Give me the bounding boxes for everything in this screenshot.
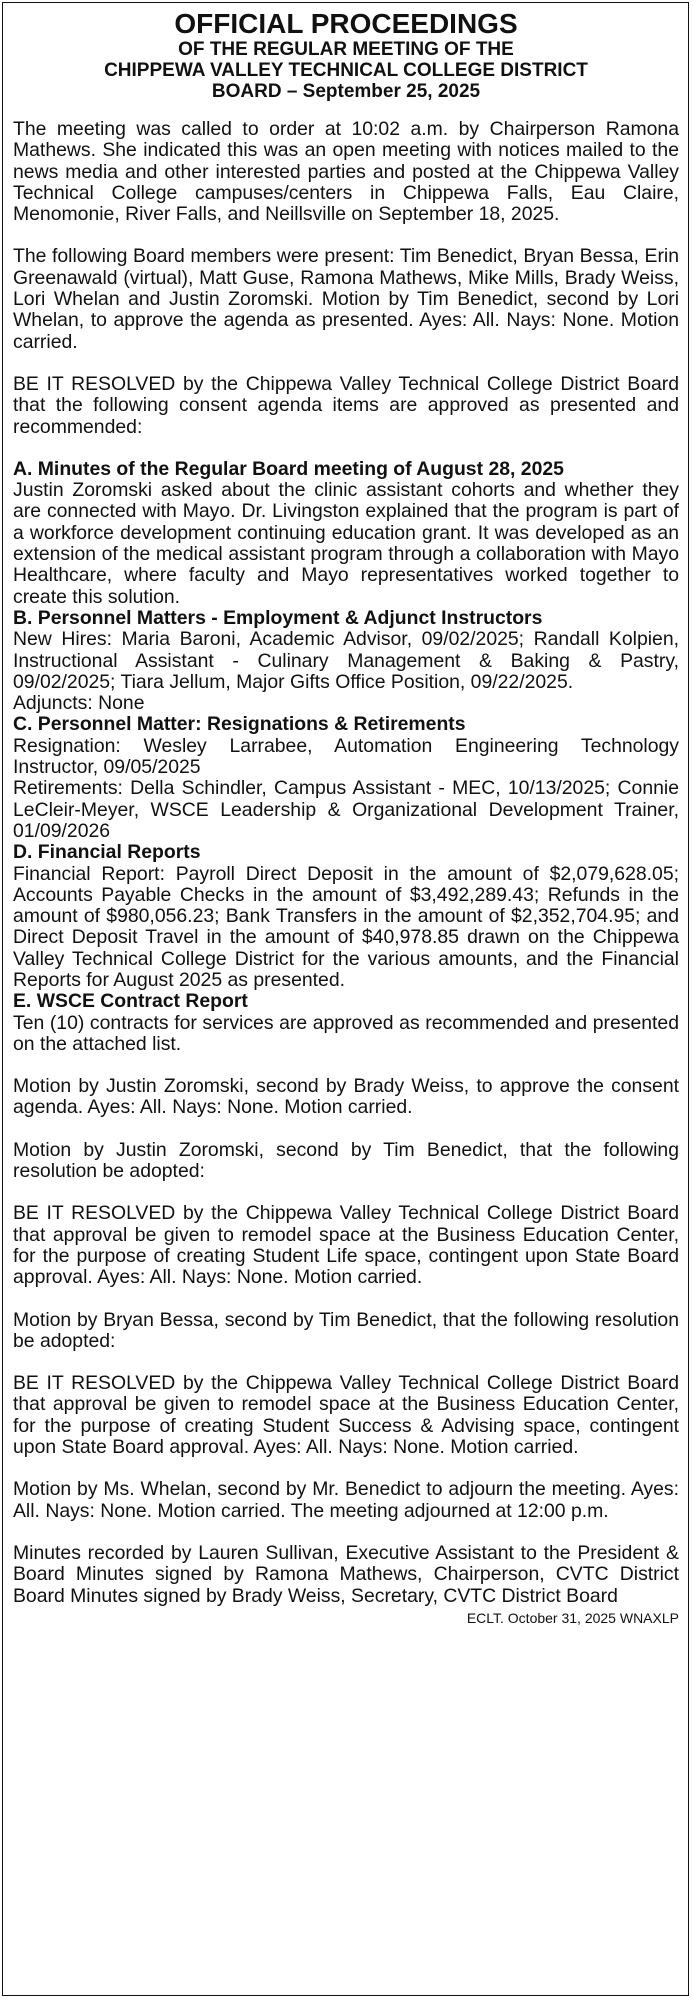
publication-code: ECLT. October 31, 2025 WNAXLP: [466, 1609, 679, 1626]
section-b-text: New Hires: Maria Baroni, Academic Advisor, 09/02/2025; Randall Kolpien, Instructional Assistant - Culinary Management & Baking & Pastry, 09/02/2025; Tiara Jellum, Major Gifts Office Position, 09/22/2025.: [13, 628, 679, 693]
section-e-heading: E. WSCE Contract Report: [13, 990, 248, 1013]
section-d-heading: D. Financial Reports: [13, 841, 201, 864]
legal-notice: [2, 2, 689, 1996]
adjourn-paragraph: Motion by Ms. Whelan, second by Mr. Benedict to adjourn the meeting. Ayes: All. Nays: None. Motion carried. The meeting adjourned at 12:00 p.m.: [13, 1478, 679, 1522]
section-c-retirements: Retirements: Della Schindler, Campus Assistant - MEC, 10/13/2025; Connie LeCleir-Meyer, WSCE Leadership & Organizational Development Trainer, 01/09/2026: [13, 777, 679, 842]
section-b-adjuncts: Adjuncts: None: [13, 692, 145, 715]
minutes-recorded-paragraph: Minutes recorded by Lauren Sullivan, Executive Assistant to the President & Board Minutes signed by Ramona Mathews, Chairperson, CVTC District Board Minutes signed by Brady Weiss, Secretary, CVTC District Board: [13, 1541, 679, 1607]
motion-consent-paragraph: Motion by Justin Zoromski, second by Brady Weiss, to approve the consent agenda. Ayes: All. Nays: None. Motion carried.: [13, 1075, 679, 1119]
section-c-resignation: Resignation: Wesley Larrabee, Automation Engineering Technology Instructor, 09/05/2025: [13, 734, 679, 779]
notice-subtitle-line-1: OF THE REGULAR MEETING OF THE: [178, 39, 514, 60]
section-e-text: Ten (10) contracts for services are approved as recommended and presented on the attached list.: [13, 1011, 679, 1055]
consent-resolution-paragraph: BE IT RESOLVED by the Chippewa Valley Technical College District Board that the following consent agenda items are approved as presented and recommended:: [13, 372, 679, 438]
section-d-text: Financial Report: Payroll Direct Deposit in the amount of $2,079,628.05; Accounts Payable Checks in the amount of $3,492,289.43; Refunds in the amount of $980,056.23; Bank Transfers in the amount of $2,352,704.95; and Direct Deposit Travel in the amount of $40,978.85 drawn on the Chippewa Valley Technical College District for the various amounts, and the Financial Reports for August 2025 as presented.: [13, 862, 679, 991]
resolution-1-paragraph: BE IT RESOLVED by the Chippewa Valley Technical College District Board that approval be given to remodel space at the Business Education Center, for the purpose of creating Student Life space, contingent upon State Board approval. Ayes: All. Nays: None. Motion carried.: [13, 1202, 679, 1289]
motion-resolution-1-paragraph: Motion by Justin Zoromski, second by Tim Benedict, that the following resolution be adopted:: [13, 1138, 679, 1183]
section-c-heading: C. Personnel Matter: Resignations & Retirements: [13, 713, 466, 736]
attendance-paragraph: The following Board members were present: Tim Benedict, Bryan Bessa, Erin Greenawald (virtual), Matt Guse, Ramona Mathews, Mike Mills, Brady Weiss, Lori Whelan and Justin Zoromski. Motion by Tim Benedict, second by Lori Whelan, to approve the agenda as presented. Ayes: All. Nays: None. Motion carried.: [13, 245, 679, 353]
notice-title: OFFICIAL PROCEEDINGS: [174, 8, 518, 39]
notice-subtitle-line-2: CHIPPEWA VALLEY TECHNICAL COLLEGE DISTRICT: [104, 60, 588, 81]
resolution-2-paragraph: BE IT RESOLVED by the Chippewa Valley Technical College District Board that approval be given to remodel space at the Business Education Center, for the purpose of creating Student Success & Advising space, contingent upon State Board approval. Ayes: All. Nays: None. Motion carried.: [13, 1372, 679, 1459]
section-a-text: Justin Zoromski asked about the clinic assistant cohorts and whether they are connected with Mayo. Dr. Livingston explained that the program is part of a workforce development continuing education grant. It was developed as an extension of the medical assistant program through a collaboration with Mayo Healthcare, where faculty and Mayo representatives worked together to create this solution.: [13, 479, 679, 608]
section-b-heading: B. Personnel Matters - Employment & Adjunct Instructors: [13, 606, 543, 629]
section-a-heading: A. Minutes of the Regular Board meeting of August 28, 2025: [13, 457, 564, 480]
notice-subtitle-line-3: BOARD – September 25, 2025: [211, 81, 481, 102]
call-to-order-paragraph: The meeting was called to order at 10:02 a.m. by Chairperson Ramona Mathews. She indicated this was an open meeting with notices mailed to the news media and other interested parties and posted at the Chippewa Valley Technical College campuses/centers in Chippewa Falls, Eau Claire, Menomonie, River Falls, and Neillsville on September 18, 2025.: [13, 118, 679, 226]
motion-resolution-2-paragraph: Motion by Bryan Bessa, second by Tim Benedict, that the following resolution be adopted:: [13, 1308, 679, 1352]
